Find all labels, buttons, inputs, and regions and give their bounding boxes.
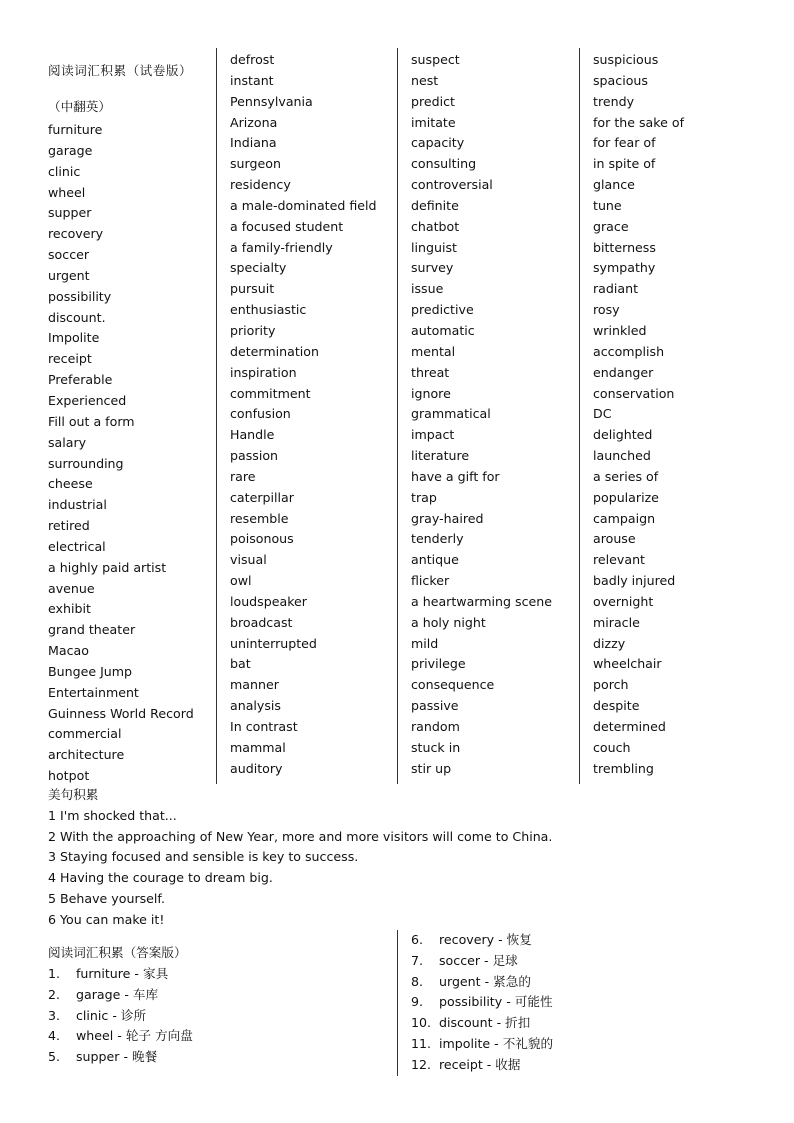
vocab-word: glance: [593, 177, 635, 193]
vocab-word: consequence: [411, 677, 495, 693]
vocab-column-4: [593, 50, 684, 780]
vocab-word: chatbot: [411, 218, 460, 234]
vocab-word: for the sake of: [593, 114, 685, 130]
answer-item: [48, 1006, 193, 1027]
vocab-word: supper: [48, 205, 92, 221]
vocab-word: have a gift for: [411, 468, 500, 484]
vocab-word: Bungee Jump: [48, 663, 133, 679]
vocab-word: urgent: [48, 267, 90, 283]
vocab-word: Pennsylvania: [230, 93, 313, 109]
vocab-word: definite: [411, 197, 459, 213]
vocab-word: trendy: [593, 93, 635, 109]
sentence-list: [48, 806, 552, 931]
vocab-word: enthusiastic: [230, 302, 307, 318]
vocab-list-2: [230, 50, 377, 780]
vocab-word: radiant: [593, 281, 639, 297]
vocab-word: Preferable: [48, 372, 113, 388]
answer-number: 6.: [411, 932, 424, 947]
vocab-word: grace: [593, 218, 629, 234]
vocab-column-2: [230, 50, 377, 780]
vocab-word: gray-haired: [411, 510, 484, 526]
column-divider: [397, 48, 398, 784]
vocab-word: sympathy: [593, 260, 656, 276]
answers-title: 阅读词汇积累（答案版）: [48, 945, 187, 960]
vocab-word: relevant: [593, 552, 645, 568]
vocab-word: Entertainment: [48, 684, 139, 700]
vocab-word: linguist: [411, 239, 457, 255]
vocab-word: determined: [593, 719, 666, 734]
vocab-word: trembling: [593, 760, 654, 776]
answer-text: recovery - 恢复: [439, 932, 532, 947]
vocab-word: surrounding: [48, 455, 124, 471]
vocab-word: determination: [230, 343, 319, 359]
vocab-word: visual: [230, 552, 267, 568]
vocab-word: residency: [230, 177, 291, 193]
vocab-word: privilege: [411, 656, 466, 672]
vocab-word: impact: [411, 427, 455, 443]
answer-text: wheel - 轮子 方向盘: [76, 1028, 193, 1044]
answer-text: receipt - 收据: [439, 1056, 521, 1072]
vocab-word: a focused student: [230, 218, 344, 234]
sentence-item: 5 Behave yourself.: [48, 890, 165, 906]
vocab-word: Indiana: [230, 135, 277, 151]
vocab-word: clinic: [48, 163, 81, 179]
answer-number: 7.: [411, 952, 424, 968]
vocab-word: wheelchair: [593, 656, 662, 672]
vocab-list-3: [411, 50, 552, 780]
vocab-word: rare: [230, 468, 256, 484]
vocab-word: retired: [48, 518, 90, 534]
vocab-word: overnight: [593, 593, 654, 609]
vocab-word: poisonous: [230, 531, 294, 547]
answers-right: [411, 930, 553, 1076]
vocab-word: despite: [593, 698, 640, 714]
vocab-word: confusion: [230, 406, 291, 422]
vocab-word: wrinkled: [593, 322, 647, 338]
vocab-word: predict: [411, 93, 455, 109]
vocab-word: receipt: [48, 351, 92, 367]
vocab-word: a male-dominated field: [230, 197, 377, 213]
answer-item: [411, 951, 553, 972]
vocab-word: a highly paid artist: [48, 559, 167, 575]
vocab-word: consulting: [411, 156, 477, 172]
answer-number: 11.: [411, 1035, 432, 1051]
answer-text: clinic - 诊所: [76, 1007, 147, 1023]
vocab-word: literature: [411, 448, 470, 464]
answer-text: furniture - 家具: [76, 966, 169, 981]
vocab-word: pursuit: [230, 281, 275, 297]
vocab-word: analysis: [230, 698, 281, 714]
vocab-word: wheel: [48, 184, 86, 200]
answer-number: 9.: [411, 994, 424, 1010]
vocab-word: a series of: [593, 468, 659, 484]
vocab-word: dizzy: [593, 635, 626, 651]
vocab-word: possibility: [48, 288, 112, 304]
vocab-word: couch: [593, 739, 631, 755]
vocab-word: controversial: [411, 177, 493, 193]
answer-number: 10.: [411, 1015, 432, 1031]
vocab-title: 阅读词汇积累（试卷版）: [48, 63, 193, 78]
answer-list-right: [411, 930, 553, 1076]
vocab-word: campaign: [593, 510, 656, 526]
vocab-word: bat: [230, 656, 251, 672]
vocab-word: surgeon: [230, 156, 281, 172]
vocab-word: capacity: [411, 135, 465, 151]
vocab-word: manner: [230, 677, 279, 693]
vocab-word: Arizona: [230, 114, 278, 130]
vocab-word: inspiration: [230, 364, 297, 380]
answer-item: [411, 930, 553, 951]
vocab-column-1: [48, 60, 194, 787]
vocab-word: Experienced: [48, 392, 127, 408]
vocab-word: passion: [230, 448, 279, 464]
answer-item: [411, 1034, 553, 1055]
vocab-word: spacious: [593, 72, 648, 88]
answer-number: 8.: [411, 973, 424, 989]
answer-text: urgent - 紧急的: [439, 973, 531, 989]
vocab-word: delighted: [593, 427, 653, 443]
vocab-word: DC: [593, 406, 612, 422]
vocab-word: launched: [593, 448, 651, 464]
vocab-word: resemble: [230, 510, 289, 526]
answer-item: [48, 964, 193, 985]
vocab-word: threat: [411, 364, 450, 380]
vocab-word: owl: [230, 573, 252, 589]
vocab-word: mammal: [230, 739, 286, 755]
vocab-word: conservation: [593, 385, 675, 401]
sentence-item: 2 With the approaching of New Year, more and more visitors will come to China.: [48, 828, 553, 844]
vocab-word: grand theater: [48, 622, 136, 638]
answers-divider: [397, 930, 398, 1076]
vocab-word: a heartwarming scene: [411, 593, 552, 609]
vocab-word: miracle: [593, 614, 640, 630]
answer-number: 1.: [48, 966, 61, 981]
vocab-word: issue: [411, 281, 444, 297]
vocab-word: trap: [411, 489, 437, 505]
vocab-word: soccer: [48, 247, 90, 263]
answer-item: [48, 985, 193, 1006]
vocab-list-4: [593, 50, 684, 780]
vocab-word: priority: [230, 322, 276, 338]
vocab-word: nest: [411, 72, 439, 88]
answer-number: 4.: [48, 1028, 61, 1044]
vocab-word: discount.: [48, 309, 106, 325]
vocab-word: a family-friendly: [230, 239, 333, 255]
vocab-word: mental: [411, 343, 456, 359]
vocab-list-1: [48, 120, 194, 787]
vocab-word: ignore: [411, 385, 451, 401]
vocab-word: auditory: [230, 760, 283, 776]
vocab-word: commitment: [230, 385, 311, 401]
vocab-word: Macao: [48, 643, 89, 659]
vocab-word: specialty: [230, 260, 287, 276]
vocab-word: stir up: [411, 760, 452, 776]
answer-item: [411, 972, 553, 993]
sentences-section: [48, 785, 552, 931]
vocab-word: recovery: [48, 226, 104, 242]
vocab-word: tune: [593, 197, 622, 213]
vocab-word: broadcast: [230, 614, 293, 630]
answer-number: 12.: [411, 1056, 432, 1072]
vocab-word: avenue: [48, 580, 95, 596]
answer-text: soccer - 足球: [439, 952, 518, 968]
answers-left: [48, 942, 193, 1068]
column-divider: [216, 48, 217, 784]
vocab-word: passive: [411, 698, 459, 714]
vocab-word: Handle: [230, 427, 275, 443]
vocab-word: stuck in: [411, 739, 461, 755]
vocab-word: a holy night: [411, 614, 486, 630]
vocab-word: cheese: [48, 476, 93, 492]
vocab-word: tenderly: [411, 531, 464, 547]
column-divider: [579, 48, 580, 784]
vocab-word: Fill out a form: [48, 413, 135, 429]
sentence-item: 3 Staying focused and sensible is key to success.: [48, 849, 359, 865]
answer-text: impolite - 不礼貌的: [439, 1035, 554, 1051]
vocab-word: exhibit: [48, 601, 91, 617]
vocab-word: salary: [48, 434, 87, 450]
vocab-word: furniture: [48, 122, 103, 137]
sentences-title: 美句积累: [48, 787, 99, 802]
answer-item: [48, 1047, 193, 1068]
answer-number: 5.: [48, 1049, 61, 1065]
vocab-word: caterpillar: [230, 489, 294, 505]
vocab-word: suspicious: [593, 52, 659, 67]
vocab-word: in spite of: [593, 156, 656, 172]
vocab-word: bitterness: [593, 239, 656, 255]
vocab-word: endanger: [593, 364, 654, 380]
sentence-item: 6 You can make it!: [48, 911, 165, 927]
vocab-word: rosy: [593, 302, 620, 318]
vocab-word: survey: [411, 260, 454, 276]
vocab-word: random: [411, 719, 460, 734]
vocab-word: garage: [48, 142, 93, 158]
vocab-word: uninterrupted: [230, 635, 317, 651]
vocab-word: industrial: [48, 497, 107, 513]
answer-list-left: [48, 964, 193, 1068]
answer-item: [411, 992, 553, 1013]
vocab-word: instant: [230, 72, 274, 88]
vocab-word: arouse: [593, 531, 636, 547]
answer-number: 3.: [48, 1007, 61, 1023]
vocab-word: suspect: [411, 52, 460, 67]
answer-item: [48, 1026, 193, 1047]
vocab-word: defrost: [230, 52, 275, 67]
vocab-word: porch: [593, 677, 629, 693]
answer-item: [411, 1013, 553, 1034]
vocab-word: accomplish: [593, 343, 665, 359]
vocab-word: commercial: [48, 726, 122, 742]
vocab-word: hotpot: [48, 768, 90, 784]
vocab-word: for fear of: [593, 135, 656, 151]
answer-number: 2.: [48, 986, 61, 1002]
sentence-item: 4 Having the courage to dream big.: [48, 870, 273, 886]
answer-text: discount - 折扣: [439, 1015, 531, 1031]
sentence-item: 1 I'm shocked that...: [48, 807, 177, 823]
vocab-word: imitate: [411, 114, 456, 130]
vocab-column-3: [411, 50, 552, 780]
vocab-word: architecture: [48, 747, 125, 763]
vocab-word: loudspeaker: [230, 593, 307, 609]
vocab-word: badly injured: [593, 573, 676, 589]
vocab-word: predictive: [411, 302, 474, 318]
vocab-word: In contrast: [230, 719, 298, 734]
vocab-word: Impolite: [48, 330, 100, 346]
vocab-word: mild: [411, 635, 439, 651]
vocab-word: grammatical: [411, 406, 491, 422]
vocab-subtitle: （中翻英）: [48, 99, 111, 114]
vocab-word: electrical: [48, 538, 106, 554]
vocab-word: popularize: [593, 489, 659, 505]
vocab-word: Guinness World Record: [48, 705, 194, 721]
vocab-word: flicker: [411, 573, 450, 589]
answer-text: supper - 晚餐: [76, 1049, 158, 1065]
answer-text: possibility - 可能性: [439, 994, 553, 1010]
vocab-word: antique: [411, 552, 459, 568]
vocab-word: automatic: [411, 322, 475, 338]
answer-item: [411, 1055, 553, 1076]
answer-text: garage - 车库: [76, 986, 159, 1002]
